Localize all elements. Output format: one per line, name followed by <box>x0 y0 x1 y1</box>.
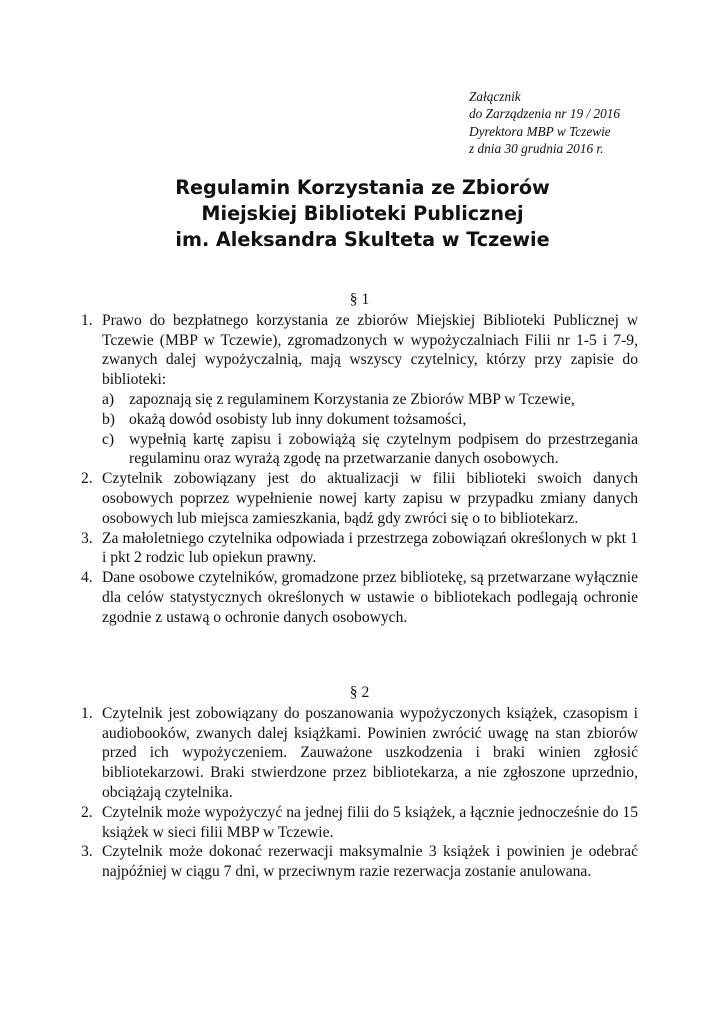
section-2 <box>81 683 638 882</box>
sub-list <box>102 390 638 469</box>
item-number: 3. <box>81 529 93 547</box>
sub-item-punctuation: , <box>570 390 575 408</box>
item-text: Prawo do bezpłatnego korzystania ze zbiorów Miejskiej Biblioteki Publicznej w Tczewie (MBP w Tczewie), zgromadzonych w wypożyczalniach Filii nr 1-5 i 7-9, zwanych dalej wypożyczalnią, mają wszyscy czytelnicy, którzy przy zapisie do biblioteki: <box>102 311 638 389</box>
sub-item-text: wypełnią kartę zapisu i zobowiążą się czytelnym podpisem do przestrzegania regulaminu oraz wyrażą zgodę na przetwarzanie danych osobowych. <box>129 430 638 468</box>
item-text: Czytelnik zobowiązany jest do aktualizacji w filii biblioteki swoich danych osobowych poprzez wypełnienie nowej karty zapisu w przypadku zmiany danych osobowych lub miejsca zamieszkania, bądź gdy zwróci się o to bibliotekarz. <box>102 470 638 527</box>
sub-item-mark: b) <box>102 410 115 428</box>
list-item <box>81 529 638 569</box>
sub-list-item <box>102 390 638 410</box>
list-item <box>81 311 638 469</box>
sub-item-mark: c) <box>102 430 115 448</box>
annex-line-4: z dnia 30 grudnia 2016 r. <box>469 141 604 157</box>
annex-line-1: Załącznik <box>469 89 521 104</box>
item-text: Czytelnik może wypożyczyć na jednej filii do 5 książek, a łącznie jednocześnie do 15 książek w sieci filii MBP w Tczewie. <box>102 803 638 841</box>
item-text: Dane osobowe czytelników, gromadzone przez bibliotekę, są przetwarzane wyłącznie dla celów statystycznych określonych w ustawie o bibliotekach podlegają ochronie zgodnie z ustawą o ochronie danych osobowych. <box>102 569 638 626</box>
annex-line-2: do Zarządzenia nr 19 / 2016 <box>469 106 621 122</box>
item-number: 1. <box>81 311 93 329</box>
section-2-list <box>81 704 638 882</box>
list-item <box>81 803 638 843</box>
item-text: Czytelnik jest zobowiązany do poszanowania wypożyczonych książek, czasopism i audiobooków, zwanych dalej książkami. Powinien zwrócić uwagę na stan zbiorów przed ich wypożyczeniem. Zauważone uszkodzenia i braki winien zgłosić bibliotekarzowi. Braki stwierdzone przez bibliotekarza, a nie zgłoszone uprzednio, obciążają czytelnika. <box>102 704 638 801</box>
title-line-3: im. Aleksandra Skulteta w Tczewie <box>175 228 550 251</box>
title-line-2: Miejskiej Biblioteki Publicznej <box>201 202 524 225</box>
annex-line-3: Dyrektora MBP w Tczewie <box>469 123 611 139</box>
sub-list-item <box>102 430 638 470</box>
list-item <box>81 842 638 882</box>
section-1 <box>81 290 638 628</box>
sub-item-text: zapoznają się z regulaminem Korzystania ze Zbiorów MBP w Tczewie <box>129 390 571 408</box>
item-text: Czytelnik może dokonać rezerwacji maksymalnie 3 książek i powinien je odebrać najpóźniej w ciągu 7 dni, w przeciwnym razie rezerwacja zostanie anulowana. <box>102 843 638 881</box>
list-item <box>81 568 638 627</box>
list-item <box>81 469 638 528</box>
section-1-heading: § 1 <box>349 291 370 308</box>
item-number: 4. <box>81 569 93 587</box>
item-number: 1. <box>81 704 93 722</box>
document-title <box>0 175 725 253</box>
item-number: 3. <box>81 843 93 861</box>
item-number: 2. <box>81 470 93 488</box>
annex-note <box>469 88 620 158</box>
section-1-list <box>81 311 638 628</box>
sub-item-text: okażą dowód osobisty lub inny dokument tożsamości, <box>129 410 467 428</box>
sub-item-mark: a) <box>102 390 115 408</box>
list-item <box>81 704 638 803</box>
title-line-1: Regulamin Korzystania ze Zbiorów <box>175 176 550 199</box>
item-text: Za małoletniego czytelnika odpowiada i przestrzega zobowiązań określonych w pkt 1 i pkt 2 rodzic lub opiekun prawny. <box>102 529 638 567</box>
sub-list-item <box>102 410 638 430</box>
item-number: 2. <box>81 803 93 821</box>
section-2-heading: § 2 <box>349 684 370 701</box>
